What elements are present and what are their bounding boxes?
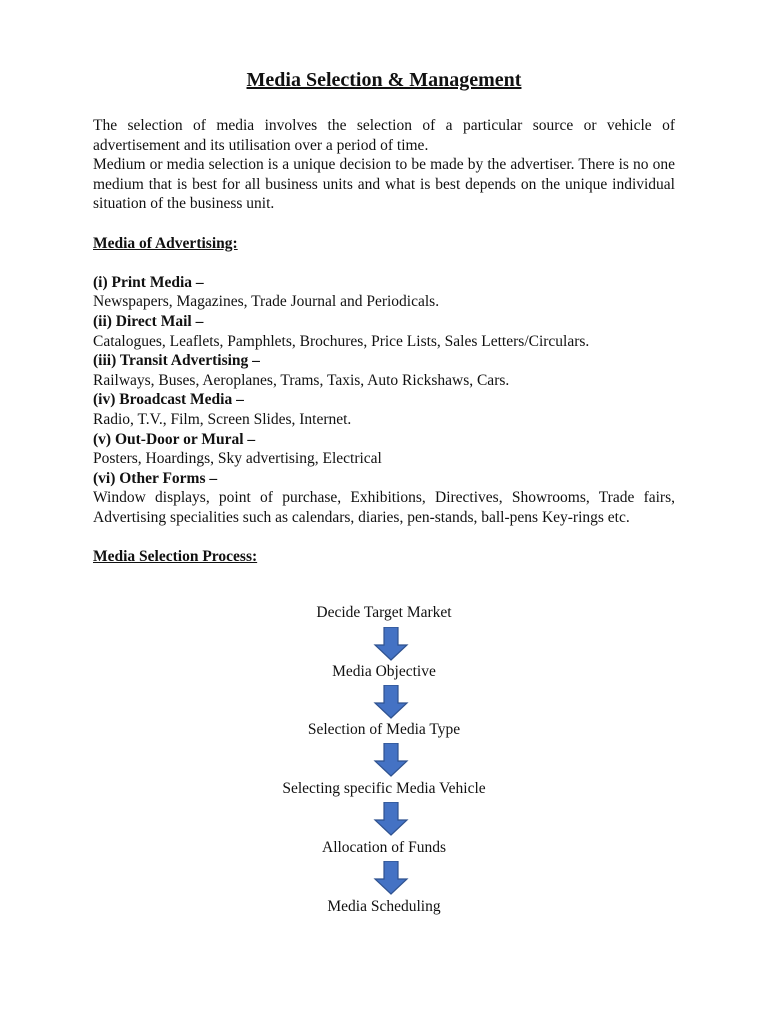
down-arrow-icon bbox=[373, 861, 409, 895]
media-item-desc: Catalogues, Leaflets, Pamphlets, Brochures, Price Lists, Sales Letters/Circulars. bbox=[93, 332, 590, 350]
media-item-title: (i) Print Media – bbox=[93, 273, 204, 291]
flow-step-media-vehicle: Selecting specific Media Vehicle bbox=[282, 780, 486, 797]
down-arrow-icon bbox=[373, 802, 409, 836]
flow-step-media-objective: Media Objective bbox=[332, 663, 436, 680]
spacer bbox=[93, 527, 675, 547]
spacer bbox=[93, 214, 675, 234]
media-item-print bbox=[93, 273, 675, 312]
media-item-transit bbox=[93, 351, 675, 390]
media-item-desc: Newspapers, Magazines, Trade Journal and Periodicals. bbox=[93, 293, 440, 311]
page-title: Media Selection & Management bbox=[246, 69, 522, 91]
down-arrow-icon bbox=[373, 627, 409, 661]
media-of-advertising-heading: Media of Advertising: bbox=[93, 234, 238, 252]
media-item-direct-mail bbox=[93, 312, 675, 351]
media-item-title: (vi) Other Forms – bbox=[93, 469, 218, 487]
media-item-title: (v) Out-Door or Mural – bbox=[93, 430, 256, 448]
down-arrow-icon bbox=[373, 743, 409, 777]
down-arrow-icon bbox=[373, 685, 409, 719]
media-item-desc: Window displays, point of purchase, Exhibitions, Directives, Showrooms, Trade fairs, Advertising specialities such as calendars, diaries, pen-stands, ball-pens Key-rings etc. bbox=[93, 489, 675, 526]
flow-step-media-scheduling: Media Scheduling bbox=[327, 898, 441, 915]
media-item-other-forms bbox=[93, 469, 675, 528]
flow-step-media-type: Selection of Media Type bbox=[307, 721, 461, 738]
intro-paragraph-2: Medium or media selection is a unique decision to be made by the advertiser. There is no one medium that is best for all business units and what is best depends on the unique individual situation of the business unit. bbox=[93, 156, 675, 213]
media-item-title: (ii) Direct Mail – bbox=[93, 312, 204, 330]
document-page bbox=[93, 68, 675, 567]
media-item-title: (iii) Transit Advertising – bbox=[93, 352, 260, 370]
media-item-desc: Posters, Hoardings, Sky advertising, Electrical bbox=[93, 450, 382, 468]
media-item-desc: Radio, T.V., Film, Screen Slides, Internet. bbox=[93, 410, 352, 428]
media-item-outdoor bbox=[93, 430, 675, 469]
flow-step-allocation-of-funds: Allocation of Funds bbox=[322, 839, 446, 856]
spacer bbox=[93, 253, 675, 273]
flow-step-target-market: Decide Target Market bbox=[316, 604, 452, 621]
media-list bbox=[93, 273, 675, 528]
media-selection-process-heading: Media Selection Process: bbox=[93, 548, 258, 566]
media-item-desc: Railways, Buses, Aeroplanes, Trams, Taxis, Auto Rickshaws, Cars. bbox=[93, 371, 510, 389]
media-item-broadcast bbox=[93, 390, 675, 429]
intro-paragraph-1: The selection of media involves the selection of a particular source or vehicle of advertisement and its utilisation over a period of time. bbox=[93, 117, 675, 154]
media-item-title: (iv) Broadcast Media – bbox=[93, 391, 244, 409]
